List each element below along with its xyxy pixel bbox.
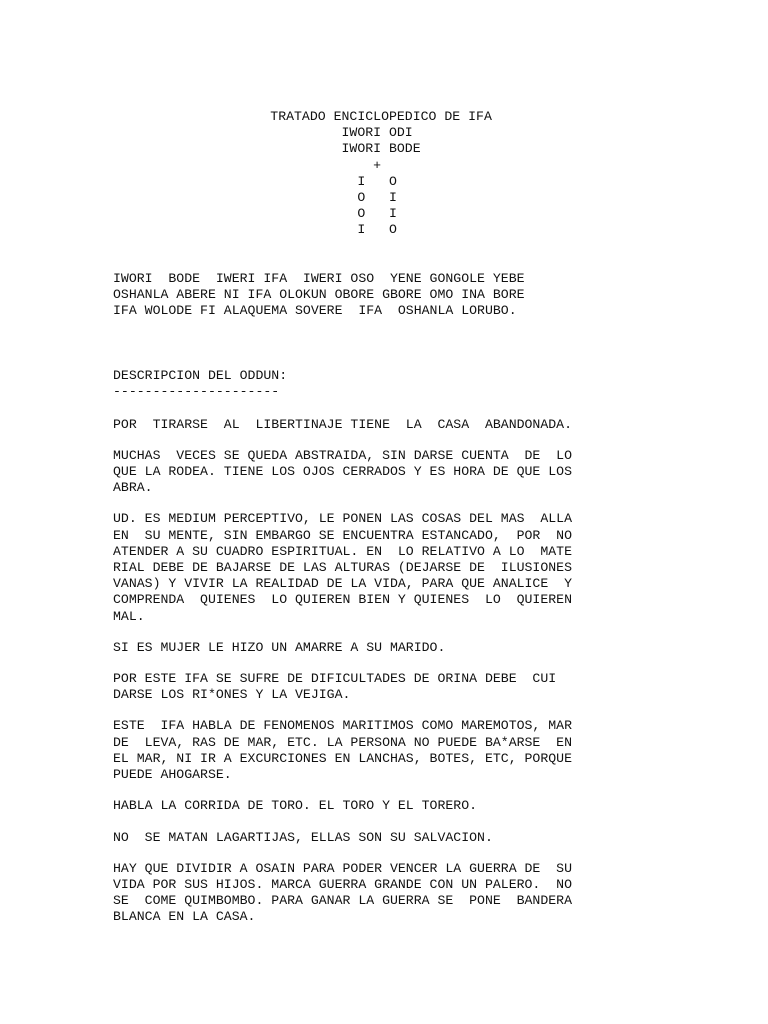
paragraph: POR TIRARSE AL LIBERTINAJE TIENE LA CASA ABANDONADA. (113, 416, 572, 432)
paragraph: MUCHAS VECES SE QUEDA ABSTRAIDA, SIN DARSE CUENTA DE LO QUE LA RODEA. TIENE LOS OJOS CERRADOS Y ES HORA DE QUE LOS ABRA. (113, 447, 572, 496)
document-page (113, 109, 603, 926)
paragraph: ESTE IFA HABLA DE FENOMENOS MARITIMOS COMO MAREMOTOS, MAR DE LEVA, RAS DE MAR, ETC. LA PERSONA NO PUEDE BA*ARSE EN EL MAR, NI IR A EXCURCIONES EN LANCHAS, BOTES, ETC, PORQUE PUEDE AHOGARSE. (113, 718, 572, 783)
paragraph: SI ES MUJER LE HIZO UN AMARRE A SU MARIDO. (113, 639, 446, 655)
paragraph: NO SE MATAN LAGARTIJAS, ELLAS SON SU SALVACION. (113, 829, 493, 845)
title-block: TRATADO ENCICLOPEDICO DE IFA IWORI ODI IWORI BODE + I O O I O I I O (270, 109, 492, 238)
paragraph: HABLA LA CORRIDA DE TORO. EL TORO Y EL TORERO. (113, 798, 478, 814)
paragraph: HAY QUE DIVIDIR A OSAIN PARA PODER VENCER LA GUERRA DE SU VIDA POR SUS HIJOS. MARCA GUERRA GRANDE CON UN PALERO. NO SE COME QUIMBOMBO. PARA GANAR LA GUERRA SE PONE BANDERA BLANCA EN LA CASA. (113, 860, 572, 925)
invocation-text: IWORI BODE IWERI IFA IWERI OSO YENE GONGOLE YEBE OSHANLA ABERE NI IFA OLOKUN OBORE GBORE OMO INA BORE IFA WOLODE FI ALAQUEMA SOVERE IFA OSHANLA LORUBO. (113, 270, 525, 319)
paragraph: POR ESTE IFA SE SUFRE DE DIFICULTADES DE ORINA DEBE CUI DARSE LOS RI*ONES Y LA VEJIGA. (113, 671, 557, 703)
section-heading: DESCRIPCION DEL ODDUN: --------------------- (113, 368, 288, 400)
paragraph: UD. ES MEDIUM PERCEPTIVO, LE PONEN LAS COSAS DEL MAS ALLA EN SU MENTE, SIN EMBARGO SE ENCUENTRA ESTANCADO, POR NO ATENDER A SU CUADRO ESPIRITUAL. EN LO RELATIVO A LO MATE RIAL DEBE DE BAJARSE DE LAS ALTURAS (DEJARSE DE ILUSIONES VANAS) Y VIVIR LA REALIDAD DE LA VIDA, PARA QUE ANALICE Y COMPRENDA QUIENES LO QUIEREN BIEN Y QUIENES LO QUIEREN MAL. (113, 511, 572, 624)
